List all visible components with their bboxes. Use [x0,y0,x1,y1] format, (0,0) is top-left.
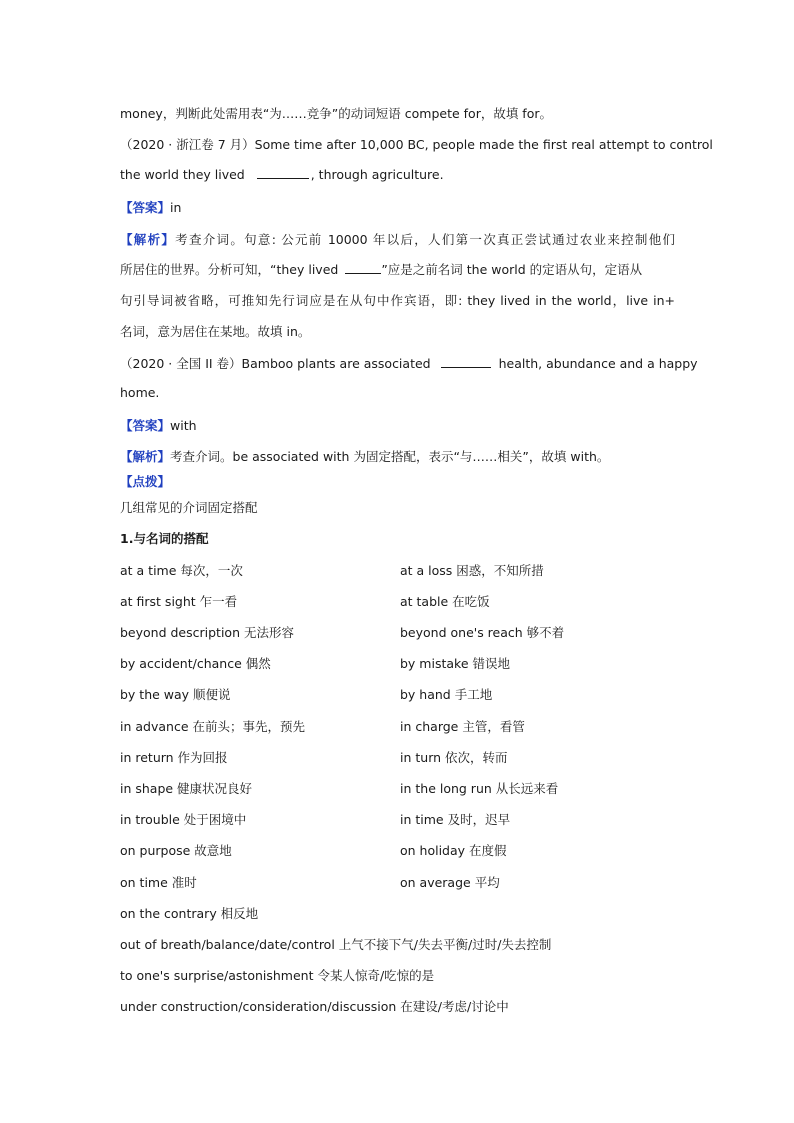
subsection-title: 1.与名词的搭配 [120,531,209,546]
analysis-1-text-2a: 所居住的世界。分析可知，“they lived [120,262,339,277]
phrase-right-11: on average 平均 [400,875,500,890]
phrase-left-4: by accident/chance 偶然 [120,656,271,671]
phrase-left-3: beyond description 无法形容 [120,625,294,640]
phrase-right-9: in time 及时，迟早 [400,812,511,827]
question-2-text-b: health, abundance and a happy [498,356,698,371]
phrase-left-8: in shape 健康状况良好 [120,781,253,796]
answer-tag: 【答案】 [120,418,171,433]
question-1-blank [257,167,309,179]
phrase-full-1: out of breath/balance/date/control 上气不接下气/失去平衡/过时/失去控制 [120,937,552,952]
phrase-left-10: on purpose 故意地 [120,843,232,858]
answer-2 [120,418,675,434]
phrase-right-2: at table 在吃饭 [400,594,490,609]
analysis-1-line-2 [120,262,675,278]
analysis-tag: 【解析】 [120,232,176,247]
question-2-line-2: home. [120,385,160,400]
answer-1 [120,200,675,216]
phrase-left-9: in trouble 处于困境中 [120,812,247,827]
tip-heading [120,474,675,490]
analysis-1-blank [345,262,381,274]
phrase-left-7: in return 作为回报 [120,750,228,765]
tip-tag: 【点拨】 [120,474,171,489]
phrase-right-6: in charge 主管，看管 [400,719,525,734]
answer-tag: 【答案】 [120,200,171,215]
phrase-left-6: in advance 在前头；事先，预先 [120,719,305,734]
phrase-right-3: beyond one's reach 够不着 [400,625,565,640]
intro-line: money，判断此处需用表“为……竞争”的动词短语 compete for，故填 for。 [120,106,552,121]
question-1-text-a: the world they lived [120,167,245,182]
analysis-1-text-1: 考查介词。句意: 公元前 10000 年以后，人们第一次真正尝试通过农业来控制他们 [175,232,675,247]
analysis-1-line-3: 句引导词被省略，可推知先行词应是在从句中作宾语，即: they lived in the world，live in+ [120,293,675,308]
analysis-1-line-1 [120,232,675,248]
answer-2-value: with [170,418,197,433]
phrase-right-1: at a loss 困惑，不知所措 [400,563,544,578]
analysis-2-text: 考查介词。be associated with 为固定搭配，表示“与……相关”，故填 with。 [170,449,610,464]
analysis-2 [120,449,675,465]
section-title: 几组常见的介词固定搭配 [120,500,258,515]
phrase-full-2: to one's surprise/astonishment 令某人惊奇/吃惊的是 [120,968,435,983]
phrase-right-8: in the long run 从长远来看 [400,781,559,796]
question-2-line-1 [120,356,698,372]
answer-1-value: in [170,200,182,215]
phrase-left-1: at a time 每次，一次 [120,563,243,578]
phrase-right-10: on holiday 在度假 [400,843,507,858]
phrase-right-4: by mistake 错误地 [400,656,510,671]
question-1-line-2 [120,167,675,183]
analysis-1-text-2b: ”应是之前名词 the world 的定语从句，定语从 [381,262,643,277]
phrase-full-3: under construction/consideration/discussion 在建设/考虑/讨论中 [120,999,509,1014]
analysis-1-line-4: 名词，意为居住在某地。故填 in。 [120,324,311,339]
phrase-left-2: at first sight 乍一看 [120,594,238,609]
question-1-text-b: , through agriculture. [310,167,444,182]
analysis-tag: 【解析】 [120,449,171,464]
phrase-right-5: by hand 手工地 [400,687,493,702]
phrase-left-11: on time 准时 [120,875,197,890]
phrase-left-5: by the way 顺便说 [120,687,231,702]
question-1-line-1: （2020 · 浙江卷 7 月）Some time after 10,000 BC, people made the first real attempt to control [120,137,713,152]
question-2-text-a: （2020 · 全国 II 卷）Bamboo plants are associated [120,356,431,371]
phrase-left-12: on the contrary 相反地 [120,906,259,921]
phrase-right-7: in turn 依次，转而 [400,750,508,765]
question-2-blank [441,356,491,368]
